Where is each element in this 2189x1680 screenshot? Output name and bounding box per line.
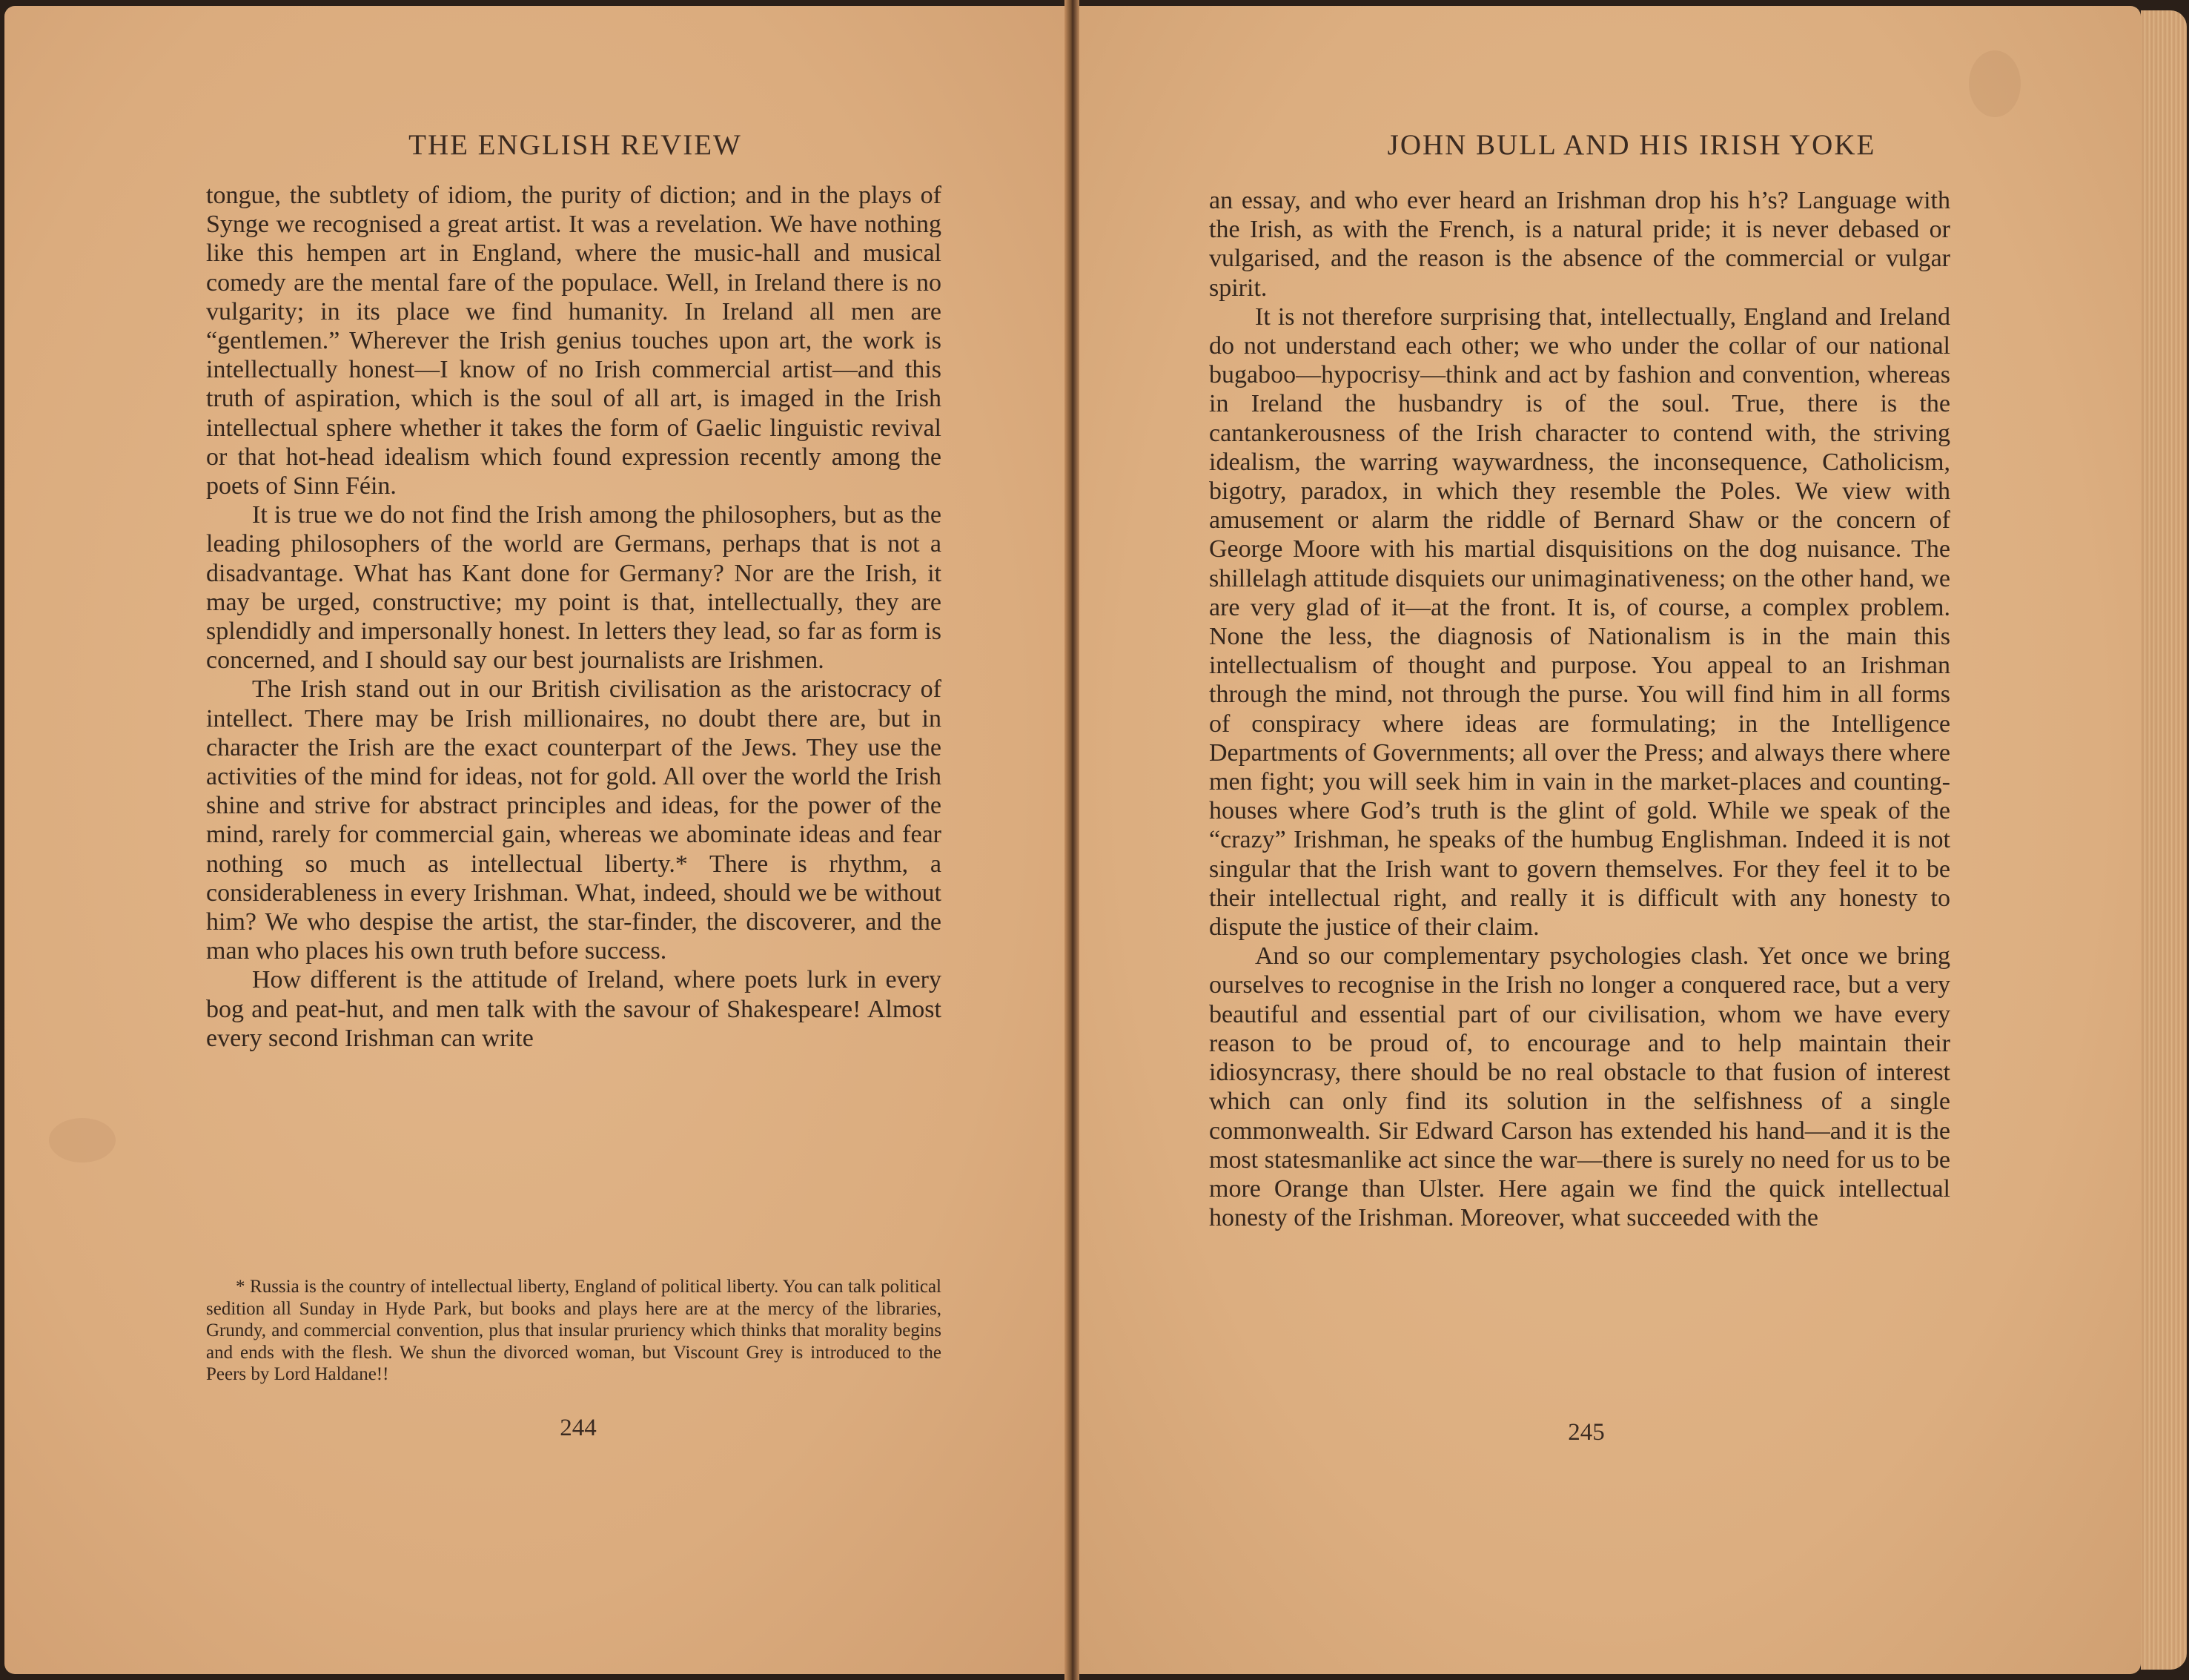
- page-number-right: 245: [1568, 1419, 1605, 1446]
- paper-stain: [1969, 50, 2021, 117]
- running-head-left: THE ENGLISH REVIEW: [408, 129, 742, 161]
- book-gutter: [1064, 0, 1079, 1680]
- paragraph: And so our complementary psychologies clash. Yet once we bring ourselves to recognise in the Irish no longer a conquered race, but a very beautiful and essential part of our civilisation, whom we have every reason to be proud of, to encourage and to help maintain their idiosyncrasy, there should be no real obstacle to that fusion of interest which can only find its solution in the selfishness of a single commonwealth. Sir Edward Carson has extended his hand—and it is the most statesmanlike act since the war—there is surely no need for us to be more Orange than Ulster. Here again we find the quick intellectual honesty of the Irishman. Moreover, what succeeded with the: [1209, 942, 1950, 1232]
- footnote-text: * Russia is the country of intellectual liberty, England of political liberty. You can talk political sedition all Sunday in Hyde Park, but books and plays here are at the mercy of the libraries, Grundy, and commercial convention, plus that insular pruriency which thinks that morality begins and ends with the flesh. We shun the divorced woman, but Viscount Grey is introduced to the Peers by Lord Haldane!!: [206, 1277, 941, 1384]
- right-page: [1079, 6, 2141, 1674]
- left-page: [4, 6, 1064, 1674]
- paragraph: It is not therefore surprising that, intellectually, England and Ireland do not understand each other; we who under the collar of our national bugaboo—hypocrisy—think and act by fashion and convention, whereas in Ireland the husbandry is of the soul. True, there is the cantankerousness of the Irish character to contend with, the striving idealism, the warring waywardness, the inconsequence, Catholicism, bigotry, paradox, in which they resemble the Poles. We view with amusement or alarm the riddle of Bernard Shaw or the concern of George Moore with his martial disquisitions on the dog nuisance. The shillelagh attitude disquiets our unimaginativeness; on the other hand, we are very glad of it—at the front. It is, of course, a complex problem. None the less, the diagnosis of Nationalism is in the main this intellectualism of thought and purpose. You appeal to an Irishman through the mind, not through the purse. You will find him in all forms of conspiracy where ideas are formulating; in the Intelligence Departments of Governments; all over the Press; and always there where men fight; you will seek him in vain in the market-places and counting-houses where God’s truth is the glint of gold. While we speak of the “crazy” Irishman, he speaks of the humbug Englishman. Indeed it is not singular that the Irish want to govern themselves. For they feel it to be their intellectual right, and really it is difficult with any honesty to dispute the justice of their claim.: [1209, 302, 1950, 942]
- paragraph: How different is the attitude of Ireland, where poets lurk in every bog and peat-hut, and men talk with the savour of Shakespeare! Almost every second Irishman can write: [206, 966, 941, 1052]
- paper-stain: [49, 1118, 116, 1163]
- paragraph: It is true we do not find the Irish among the philosophers, but as the leading philosophers of the world are Germans, perhaps that is not a disadvantage. What has Kant done for Germany? Nor are the Irish, it may be urged, constructive; my point is that, intellectually, they are splendidly and impersonally honest. In letters they lead, so far as form is concerned, and I should say our best journalists are Irishmen.: [206, 501, 941, 675]
- page-number-left: 244: [560, 1415, 597, 1441]
- paragraph: The Irish stand out in our British civilisation as the aristocracy of intellect. There may be Irish millionaires, no doubt there are, but in character the Irish are the exact counterpart of the Jews. They use the activities of the mind for ideas, not for gold. All over the world the Irish shine and strive for abstract principles and ideas, for the power of the mind, rarely for commercial gain, whereas we abominate ideas and fear nothing so much as intellectual liberty.* There is rhythm, a considerableness in every Irishman. What, indeed, should we be without him? We who despise the artist, the star-finder, the discoverer, and the man who places his own truth before success.: [206, 675, 941, 965]
- paragraph: tongue, the subtlety of idiom, the purity of diction; and in the plays of Synge we recognised a great artist. It was a revelation. We have nothing like this hempen art in England, where the music-hall and musical comedy are the mental fare of the populace. Well, in Ireland there is no vulgarity; in its place we find humanity. In Ireland all men are “gentlemen.” Wherever the Irish genius touches upon art, the work is intellectually honest—I know of no Irish commercial artist—and this truth of aspiration, which is the soul of all art, is imaged in the Irish intellectual sphere whether it takes the form of Gaelic linguistic revival or that hot-head idealism which found expression recently among the poets of Sinn Féin.: [206, 182, 941, 500]
- footnote: [206, 1276, 941, 1386]
- right-page-body: [1209, 186, 1950, 1232]
- paragraph: an essay, and who ever heard an Irishman drop his h’s? Language with the Irish, as with the French, is a natural pride; it is never debased or vulgarised, and the reason is the absence of the commercial or vulgar spirit.: [1209, 187, 1950, 302]
- page-edges: [2141, 10, 2187, 1670]
- left-page-body: [206, 181, 941, 1053]
- running-head-right: JOHN BULL AND HIS IRISH YOKE: [1387, 129, 1876, 161]
